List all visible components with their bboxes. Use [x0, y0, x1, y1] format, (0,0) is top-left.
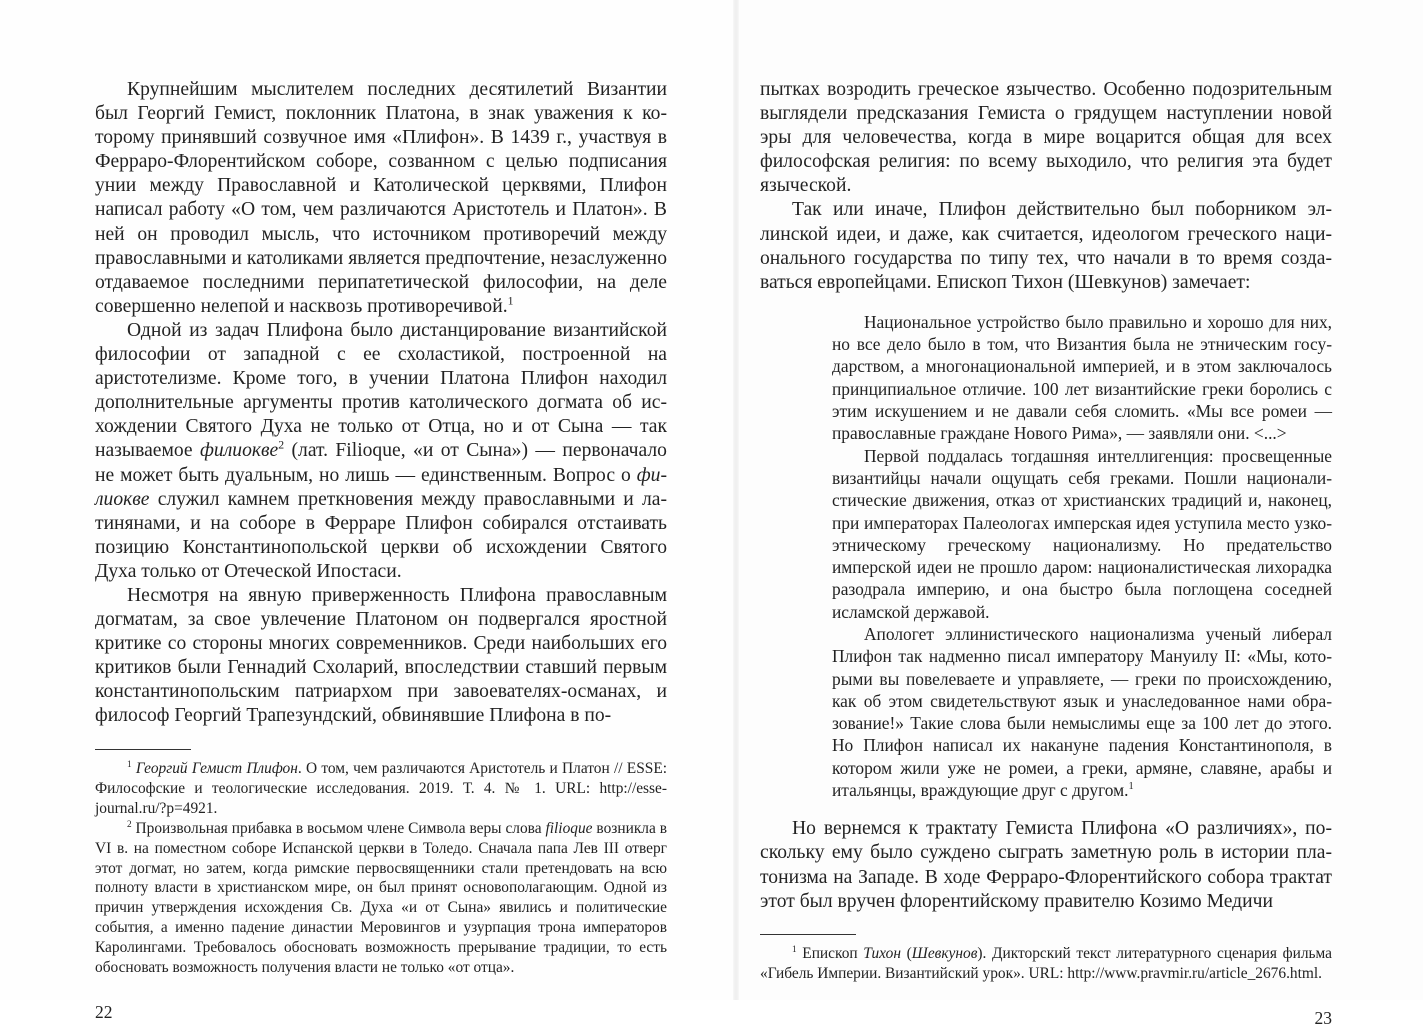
right-page-body — [760, 78, 1332, 914]
footnote — [760, 944, 1332, 984]
footnote — [95, 819, 667, 978]
footnote-marker: 2 — [127, 818, 132, 829]
quote-paragraph — [832, 311, 1332, 445]
text-run: Так или иначе, Плифон действительно был поборником эллинской идеи, и даже, как считается, идеологом греческого национального государства по типу тех, что начали в то время создаваться европейцами. Епископ Тихон (Шевкунов) замечает: — [760, 199, 1332, 293]
book-gutter — [733, 0, 739, 1000]
text-run: Национальное устройство было правильно и хорошо для них, но все дело было в том, что Византия была не этническим государством, а многонациональной империей, и в этом заключалось принципиальное отличие. 100 лет византийские греки боролись с этим искушением и не давали себя сломить. «Мы все ромеи — православные граждане Нового Рима», — заявляли они. <...> — [832, 311, 1332, 444]
paragraph — [95, 78, 667, 319]
text-run: ( — [900, 945, 912, 963]
left-page-column — [95, 78, 667, 1022]
text-run: Несмотря на явную приверженность Плифона православным догматам, за свое увлечение Платоном он подвергался яростной критике со стороны многих современников. Среди наибольших его критиков были Геннадий Схоларий, впоследствии ставший первым константинопольским патриархом при завоевателях-османах, и философ Георгий Трапезундский, обвинявшие Плифона в по- — [95, 584, 667, 727]
italic-term: filioque — [545, 819, 593, 837]
footnote-marker: 1 — [507, 294, 514, 308]
block-quote — [832, 311, 1332, 802]
footnote-divider — [95, 749, 191, 751]
text-run: Произвольная прибавка в восьмом члене Символа веры слова — [131, 819, 546, 837]
footnote-marker: 2 — [278, 438, 285, 452]
footnote-marker: 1 — [1128, 781, 1134, 793]
paragraph — [760, 78, 1332, 198]
text-run: возникла в VI в. на поместном соборе Испанской церкви в Толедо. Сначала папа Лев III отверг этот догмат, но затем, когда римские первосвященники стали претендовать на всю полноту власти в христианском мире, он был принят основополагающим. Одной из причин утверждения исхождения Св. Духа «и от Сына» явились и политические события, а именно падение династии Меровингов и узурпация трона императоров Каролингами. Требовалось обосновать возможность прерывание традиции, то есть обосновать возможность получения власти не только «от отца». — [95, 819, 667, 977]
italic-term: Тихон — [863, 945, 901, 963]
quote-paragraph — [832, 623, 1332, 801]
right-page — [736, 0, 1423, 1028]
paragraph — [95, 319, 667, 584]
text-run: Но вернемся к трактату Гемиста Плифона «О различиях», поскольку ему было суждено сыграть заметную роль в истории платонизма на Западе. В ходе Ферраро-Флорентийского собора трактат этот был вручен флорентийскому правителю Козимо Медичи — [760, 818, 1332, 912]
right-page-footnotes — [760, 944, 1332, 984]
footnote-divider — [760, 934, 856, 936]
italic-term: Георгий Гемист Плифон — [135, 760, 298, 778]
page-number: 22 — [95, 1002, 113, 1022]
text-run: Крупнейшим мыслителем последних десятилетий Византии был Георгий Гемист, поклонник Платона, в знак уважения к которому принявший созвучное имя «Плифон». В 1439 г., участвуя в Ферраро-Флорентийском соборе, созванном с целью подписания унии между Православной и Католической церквями, Плифон написал работу «О том, чем различаются Аристотель и Платон». В ней он проводил мысль, что источником противоречий между православными и католиками является предпочтение, незаслуженно отдаваемое последними перипатетической философии, на деле совершенно нелепой и насквозь противоречивой. — [95, 79, 667, 317]
text-run: Одной из задач Плифона было дистанцирование византийской философии от западной с ее схоластикой, построенной на аристотелизме. Кроме того, в учении Платона Плифон находил дополнительные аргументы против католического догмата об исхождении Святого Духа не только от Отца, но и от Сына — так называемое — [95, 319, 667, 462]
text-run: ). Дикторский текст литературного сценария фильма «Гибель Империи. Византийский урок». URL: http://www.pravmir.ru/article_2676.html. — [760, 945, 1333, 983]
italic-term: филиокве — [95, 464, 667, 510]
paragraph — [95, 584, 667, 729]
left-page-footnotes — [95, 759, 667, 978]
footnote-marker: 1 — [127, 758, 132, 769]
text-run: служил камнем преткновения между православными и латинянами, и на соборе в Ферраре Плифон собирался отстаивать позицию Константинопольской церкви об исхождении Святого Духа только от Отеческой Ипостаси. — [95, 488, 667, 582]
paragraphs-after-quote — [760, 817, 1332, 913]
text-run: . О том, чем различаются Аристотель и Платон // ESSE: Философские и теологические исследования. 2019. Т. 4. № 1. URL: http://esse-journal.ru/?p=4921. — [95, 760, 667, 817]
footnote-marker: 1 — [792, 944, 797, 955]
text-run: пытках возродить греческое язычество. Особенно подозрительным выглядели предсказания Гемиста о грядущем наступлении новой эры для человечества, когда в мире воцарится общая для всех философская религия: по всему выходило, что религия эта будет языческой. — [760, 79, 1332, 197]
left-page-body — [95, 78, 667, 729]
paragraph — [760, 198, 1332, 294]
text-run: Апологет эллинистического национализма ученый либерал Плифон так надменно писал императору Мануилу II: «Мы, которыми вы повелеваете и управляете, — греки по происхождению, как об этом свидетельствуют язык и унаследованное нами образование!» Такие слова были немыслимы еще за 100 лет до этого. Но Плифон написал их накануне падения Константинополя, в котором жили уже не ромеи, а греки, армяне, славяне, арабы и итальянцы, враждующие друг с другом. — [832, 624, 1332, 801]
footnote — [95, 759, 667, 819]
paragraphs-before-quote — [760, 78, 1332, 295]
quote-paragraph — [832, 445, 1332, 623]
italic-term: филиокве — [200, 440, 279, 462]
text-run: (лат. Filioque, «и от Сына») — первоначало не может быть дуальным, но лишь — единственным. Вопрос о — [95, 440, 667, 486]
text-run: Первой поддалась тогдашняя интеллигенция: просвещенные византийцы начали ощущать себя греками. Пошли националистические движения, отказ от христианских традиций и, наконец, при императорах Палеологах имперская идея уступила место узко-этническому греческому национализму. Но предательство имперской идеи не прошло даром: националистическая лихорадка разодрала империю, и она быстро была поглощена соседней исламской державой. — [832, 445, 1332, 622]
text-run: Епископ — [796, 945, 864, 963]
right-page-column — [760, 78, 1332, 1028]
paragraph — [760, 817, 1332, 913]
page-number: 23 — [1314, 1008, 1332, 1028]
italic-term: Шевкунов — [911, 945, 978, 963]
